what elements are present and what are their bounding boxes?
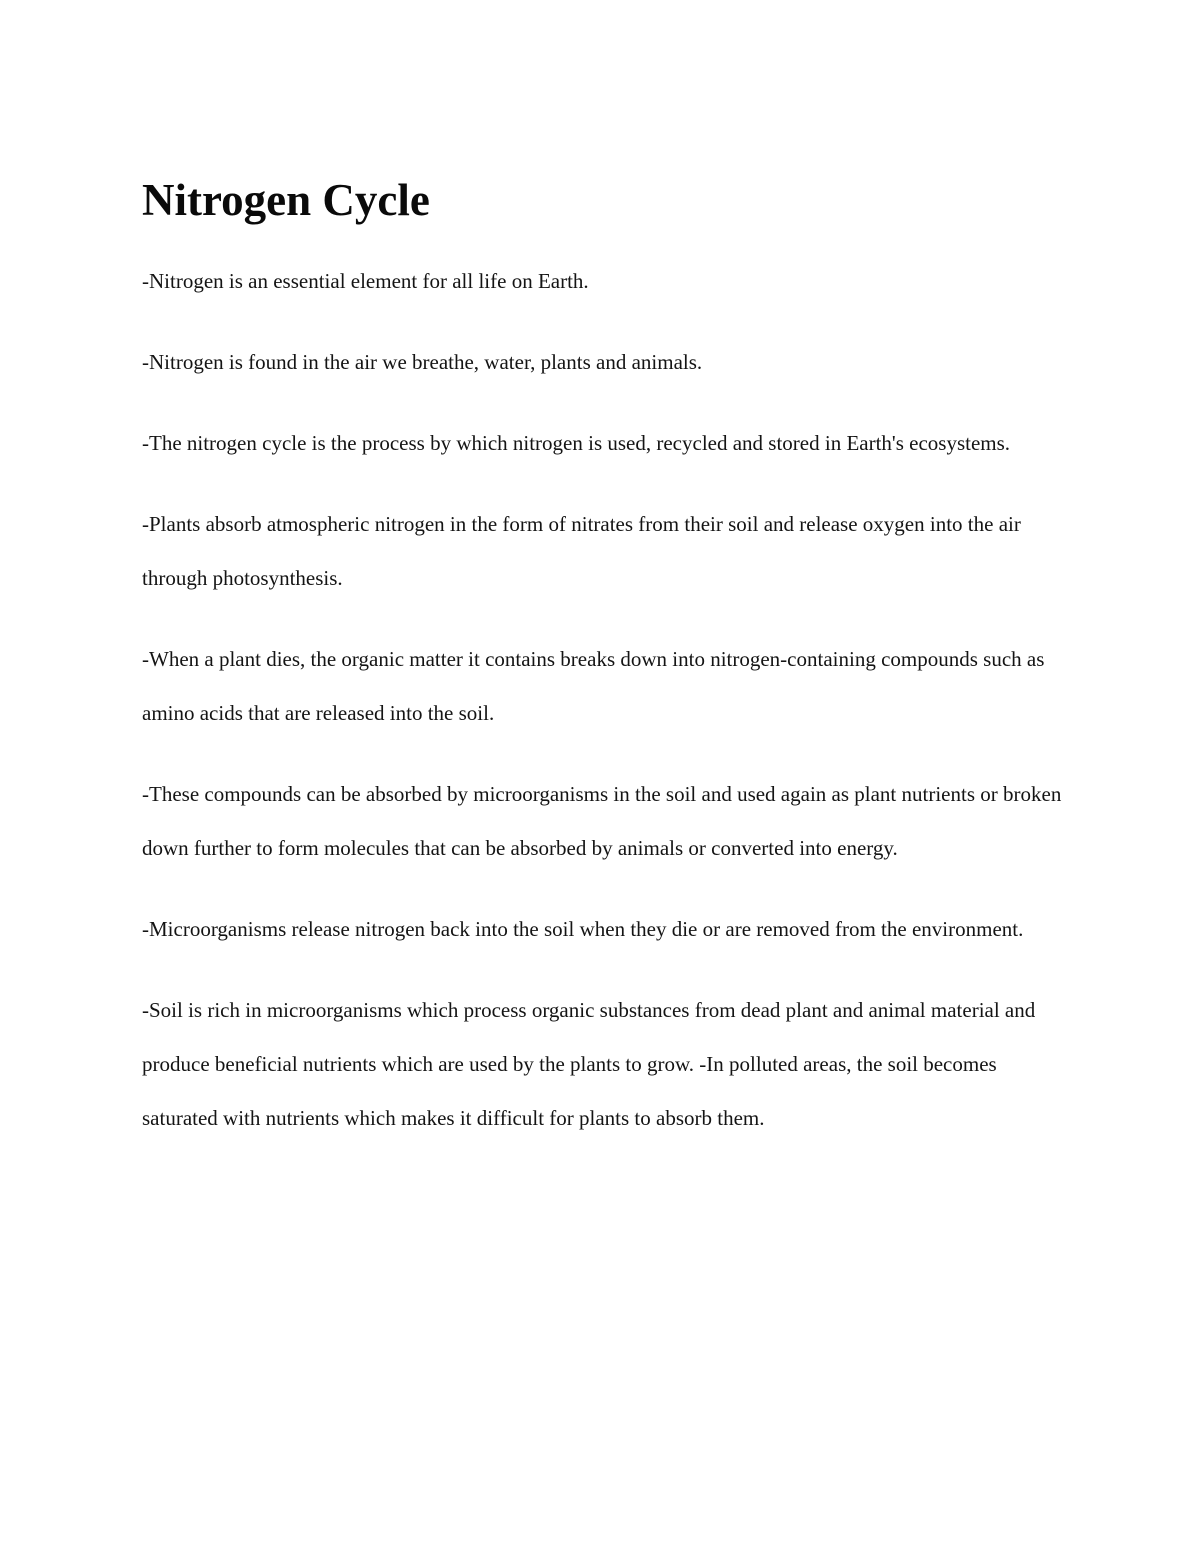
paragraph-3: -The nitrogen cycle is the process by which nitrogen is used, recycled and stored in Earth's ecosystems. (142, 431, 1011, 455)
paragraph-5: -When a plant dies, the organic matter it contains breaks down into nitrogen-containing compounds such as amino acids that are released into the soil. (142, 647, 1045, 725)
document-body (142, 170, 1072, 1172)
paragraph-7: -Microorganisms release nitrogen back into the soil when they die or are removed from the environment. (142, 917, 1024, 941)
paragraph-2: -Nitrogen is found in the air we breathe, water, plants and animals. (142, 350, 703, 374)
paragraph-6: -These compounds can be absorbed by microorganisms in the soil and used again as plant nutrients or broken down further to form molecules that can be absorbed by animals or converted into energy. (142, 782, 1062, 860)
document-title: Nitrogen Cycle (142, 175, 430, 225)
paragraph-1: -Nitrogen is an essential element for all life on Earth. (142, 269, 589, 293)
paragraph-8: -Soil is rich in microorganisms which process organic substances from dead plant and animal material and produce beneficial nutrients which are used by the plants to grow. -In polluted areas, the soil becomes saturated with nutrients which makes it difficult for plants to absorb them. (142, 998, 1036, 1130)
paragraph-4: -Plants absorb atmospheric nitrogen in the form of nitrates from their soil and release oxygen into the air through photosynthesis. (142, 512, 1021, 590)
